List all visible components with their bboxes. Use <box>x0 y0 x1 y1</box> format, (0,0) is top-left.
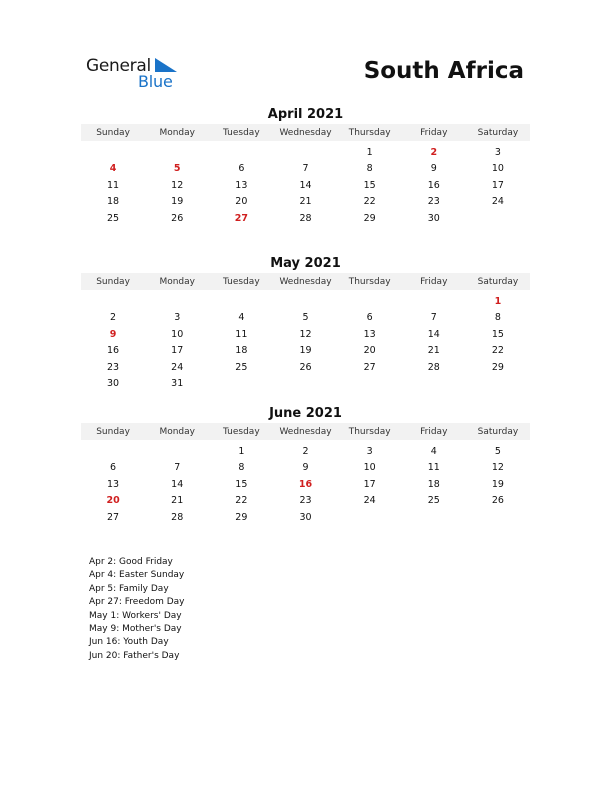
holiday-item: Apr 27: Freedom Day <box>89 597 185 608</box>
day-cell: 8 <box>366 163 373 175</box>
day-cell: 27 <box>234 212 248 224</box>
day-cell: 6 <box>366 312 373 324</box>
day-cell: 4 <box>109 163 117 175</box>
week-row <box>81 476 530 493</box>
day-cell: 17 <box>171 345 184 357</box>
day-cell: 29 <box>491 361 504 373</box>
day-of-week-header <box>81 423 530 440</box>
day-cell: 1 <box>366 146 373 158</box>
day-cell: 23 <box>299 495 312 507</box>
month-june <box>81 405 530 526</box>
logo-triangle-icon <box>155 58 177 72</box>
day-name: Sunday <box>96 426 130 437</box>
day-name: Thursday <box>348 276 391 287</box>
day-cell: 14 <box>171 478 184 490</box>
day-cell: 11 <box>235 328 248 340</box>
month-april <box>81 106 530 227</box>
day-name: Saturday <box>477 426 519 437</box>
holiday-item: May 1: Workers' Day <box>89 610 182 621</box>
day-cell: 27 <box>363 361 376 373</box>
day-cell: 2 <box>302 445 309 457</box>
day-name: Wednesday <box>279 127 332 138</box>
day-cell: 3 <box>494 146 501 158</box>
day-of-week-header <box>81 273 530 290</box>
day-cell: 9 <box>302 462 309 474</box>
holiday-list <box>89 556 185 663</box>
day-cell: 18 <box>235 345 248 357</box>
day-name: Friday <box>420 276 448 287</box>
day-cell: 19 <box>171 196 184 208</box>
month-title: June 2021 <box>269 406 342 421</box>
day-cell: 3 <box>174 312 181 324</box>
day-cell: 18 <box>107 196 120 208</box>
week-row <box>81 144 530 161</box>
month-title: May 2021 <box>270 256 341 271</box>
day-cell: 1 <box>494 295 502 307</box>
week-row <box>81 194 530 211</box>
week-row <box>81 343 530 360</box>
day-cell: 17 <box>363 478 376 490</box>
day-cell: 8 <box>238 462 245 474</box>
day-name: Thursday <box>348 426 391 437</box>
day-cell: 2 <box>110 312 117 324</box>
logo-word-blue: Blue <box>138 72 173 91</box>
day-cell: 21 <box>299 196 312 208</box>
holiday-item: Apr 4: Easter Sunday <box>89 570 185 581</box>
day-of-week-header <box>81 124 530 141</box>
day-cell: 19 <box>491 478 504 490</box>
day-cell: 22 <box>491 345 504 357</box>
day-cell: 30 <box>427 212 440 224</box>
week-row <box>81 359 530 376</box>
day-cell: 10 <box>363 462 376 474</box>
holiday-item: Apr 2: Good Friday <box>89 557 173 567</box>
day-cell: 26 <box>491 495 504 507</box>
day-cell: 29 <box>363 212 376 224</box>
day-cell: 4 <box>238 312 245 324</box>
day-name: Wednesday <box>279 276 332 287</box>
week-row <box>81 493 530 510</box>
day-cell: 6 <box>110 462 117 474</box>
day-cell: 9 <box>430 163 437 175</box>
day-cell: 25 <box>107 212 120 224</box>
day-cell: 31 <box>171 378 184 390</box>
logo-word-general: General <box>86 56 151 76</box>
day-name: Monday <box>159 426 195 437</box>
day-name: Friday <box>420 426 448 437</box>
day-cell: 28 <box>171 511 184 523</box>
week-row <box>81 443 530 460</box>
day-cell: 27 <box>107 511 120 523</box>
day-cell: 28 <box>427 361 440 373</box>
month-may <box>81 255 530 392</box>
day-cell: 4 <box>430 445 437 457</box>
day-cell: 11 <box>107 179 120 191</box>
week-row <box>81 177 530 194</box>
day-name: Tuesday <box>223 127 260 138</box>
day-cell: 25 <box>235 361 248 373</box>
holiday-item: Jun 16: Youth Day <box>89 637 169 648</box>
day-cell: 21 <box>427 345 440 357</box>
day-cell: 12 <box>299 328 312 340</box>
day-cell: 26 <box>171 212 184 224</box>
day-cell: 14 <box>427 328 440 340</box>
week-row <box>81 376 530 393</box>
day-cell: 20 <box>106 495 120 507</box>
day-name: Saturday <box>477 276 519 287</box>
day-cell: 1 <box>238 445 245 457</box>
day-cell: 26 <box>299 361 312 373</box>
day-name: Monday <box>159 276 195 287</box>
day-name: Saturday <box>477 127 519 138</box>
day-cell: 13 <box>235 179 248 191</box>
day-cell: 10 <box>171 328 184 340</box>
day-cell: 24 <box>491 196 504 208</box>
day-cell: 11 <box>427 462 440 474</box>
day-cell: 5 <box>494 445 501 457</box>
day-cell: 16 <box>427 179 440 191</box>
day-cell: 19 <box>299 345 312 357</box>
holiday-item: May 9: Mother's Day <box>89 624 182 635</box>
day-name: Thursday <box>348 127 391 138</box>
day-cell: 25 <box>427 495 440 507</box>
day-cell: 13 <box>107 478 120 490</box>
day-cell: 24 <box>171 361 184 373</box>
week-row <box>81 310 530 327</box>
day-cell: 12 <box>171 179 184 191</box>
week-row <box>81 460 530 477</box>
week-row <box>81 161 530 178</box>
day-cell: 6 <box>238 163 245 175</box>
day-cell: 18 <box>427 478 440 490</box>
week-row <box>81 509 530 526</box>
day-cell: 17 <box>491 179 504 191</box>
day-cell: 9 <box>109 328 117 340</box>
day-name: Wednesday <box>279 426 332 437</box>
day-name: Monday <box>159 127 195 138</box>
day-cell: 3 <box>366 445 373 457</box>
day-name: Sunday <box>96 127 130 138</box>
holiday-item: Jun 20: Father's Day <box>89 650 180 661</box>
day-name: Tuesday <box>223 426 260 437</box>
day-cell: 16 <box>107 345 120 357</box>
day-cell: 28 <box>299 212 312 224</box>
day-cell: 15 <box>491 328 504 340</box>
day-cell: 15 <box>363 179 376 191</box>
day-cell: 5 <box>173 163 181 175</box>
day-name: Sunday <box>96 276 130 287</box>
day-cell: 29 <box>235 511 248 523</box>
day-cell: 13 <box>363 328 376 340</box>
day-cell: 30 <box>107 378 120 390</box>
day-cell: 20 <box>363 345 376 357</box>
day-cell: 22 <box>363 196 376 208</box>
day-cell: 7 <box>174 462 181 474</box>
country-title: South Africa <box>363 58 524 84</box>
day-cell: 23 <box>107 361 120 373</box>
day-cell: 24 <box>363 495 376 507</box>
day-cell: 22 <box>235 495 248 507</box>
week-row <box>81 293 530 310</box>
day-cell: 30 <box>299 511 312 523</box>
day-name: Friday <box>420 127 448 138</box>
week-row <box>81 210 530 227</box>
day-cell: 14 <box>299 179 312 191</box>
logo <box>86 56 196 92</box>
day-name: Tuesday <box>223 276 260 287</box>
day-cell: 5 <box>302 312 309 324</box>
day-cell: 2 <box>430 146 438 158</box>
day-cell: 7 <box>302 163 309 175</box>
holiday-item: Apr 5: Family Day <box>89 583 169 594</box>
day-cell: 23 <box>427 196 440 208</box>
day-cell: 15 <box>235 478 248 490</box>
month-title: April 2021 <box>267 107 344 122</box>
day-cell: 10 <box>491 163 504 175</box>
day-cell: 20 <box>235 196 248 208</box>
day-cell: 21 <box>171 495 184 507</box>
day-cell: 16 <box>298 478 313 490</box>
day-cell: 12 <box>491 462 504 474</box>
week-row <box>81 326 530 343</box>
day-cell: 7 <box>430 312 437 324</box>
day-cell: 8 <box>494 312 501 324</box>
